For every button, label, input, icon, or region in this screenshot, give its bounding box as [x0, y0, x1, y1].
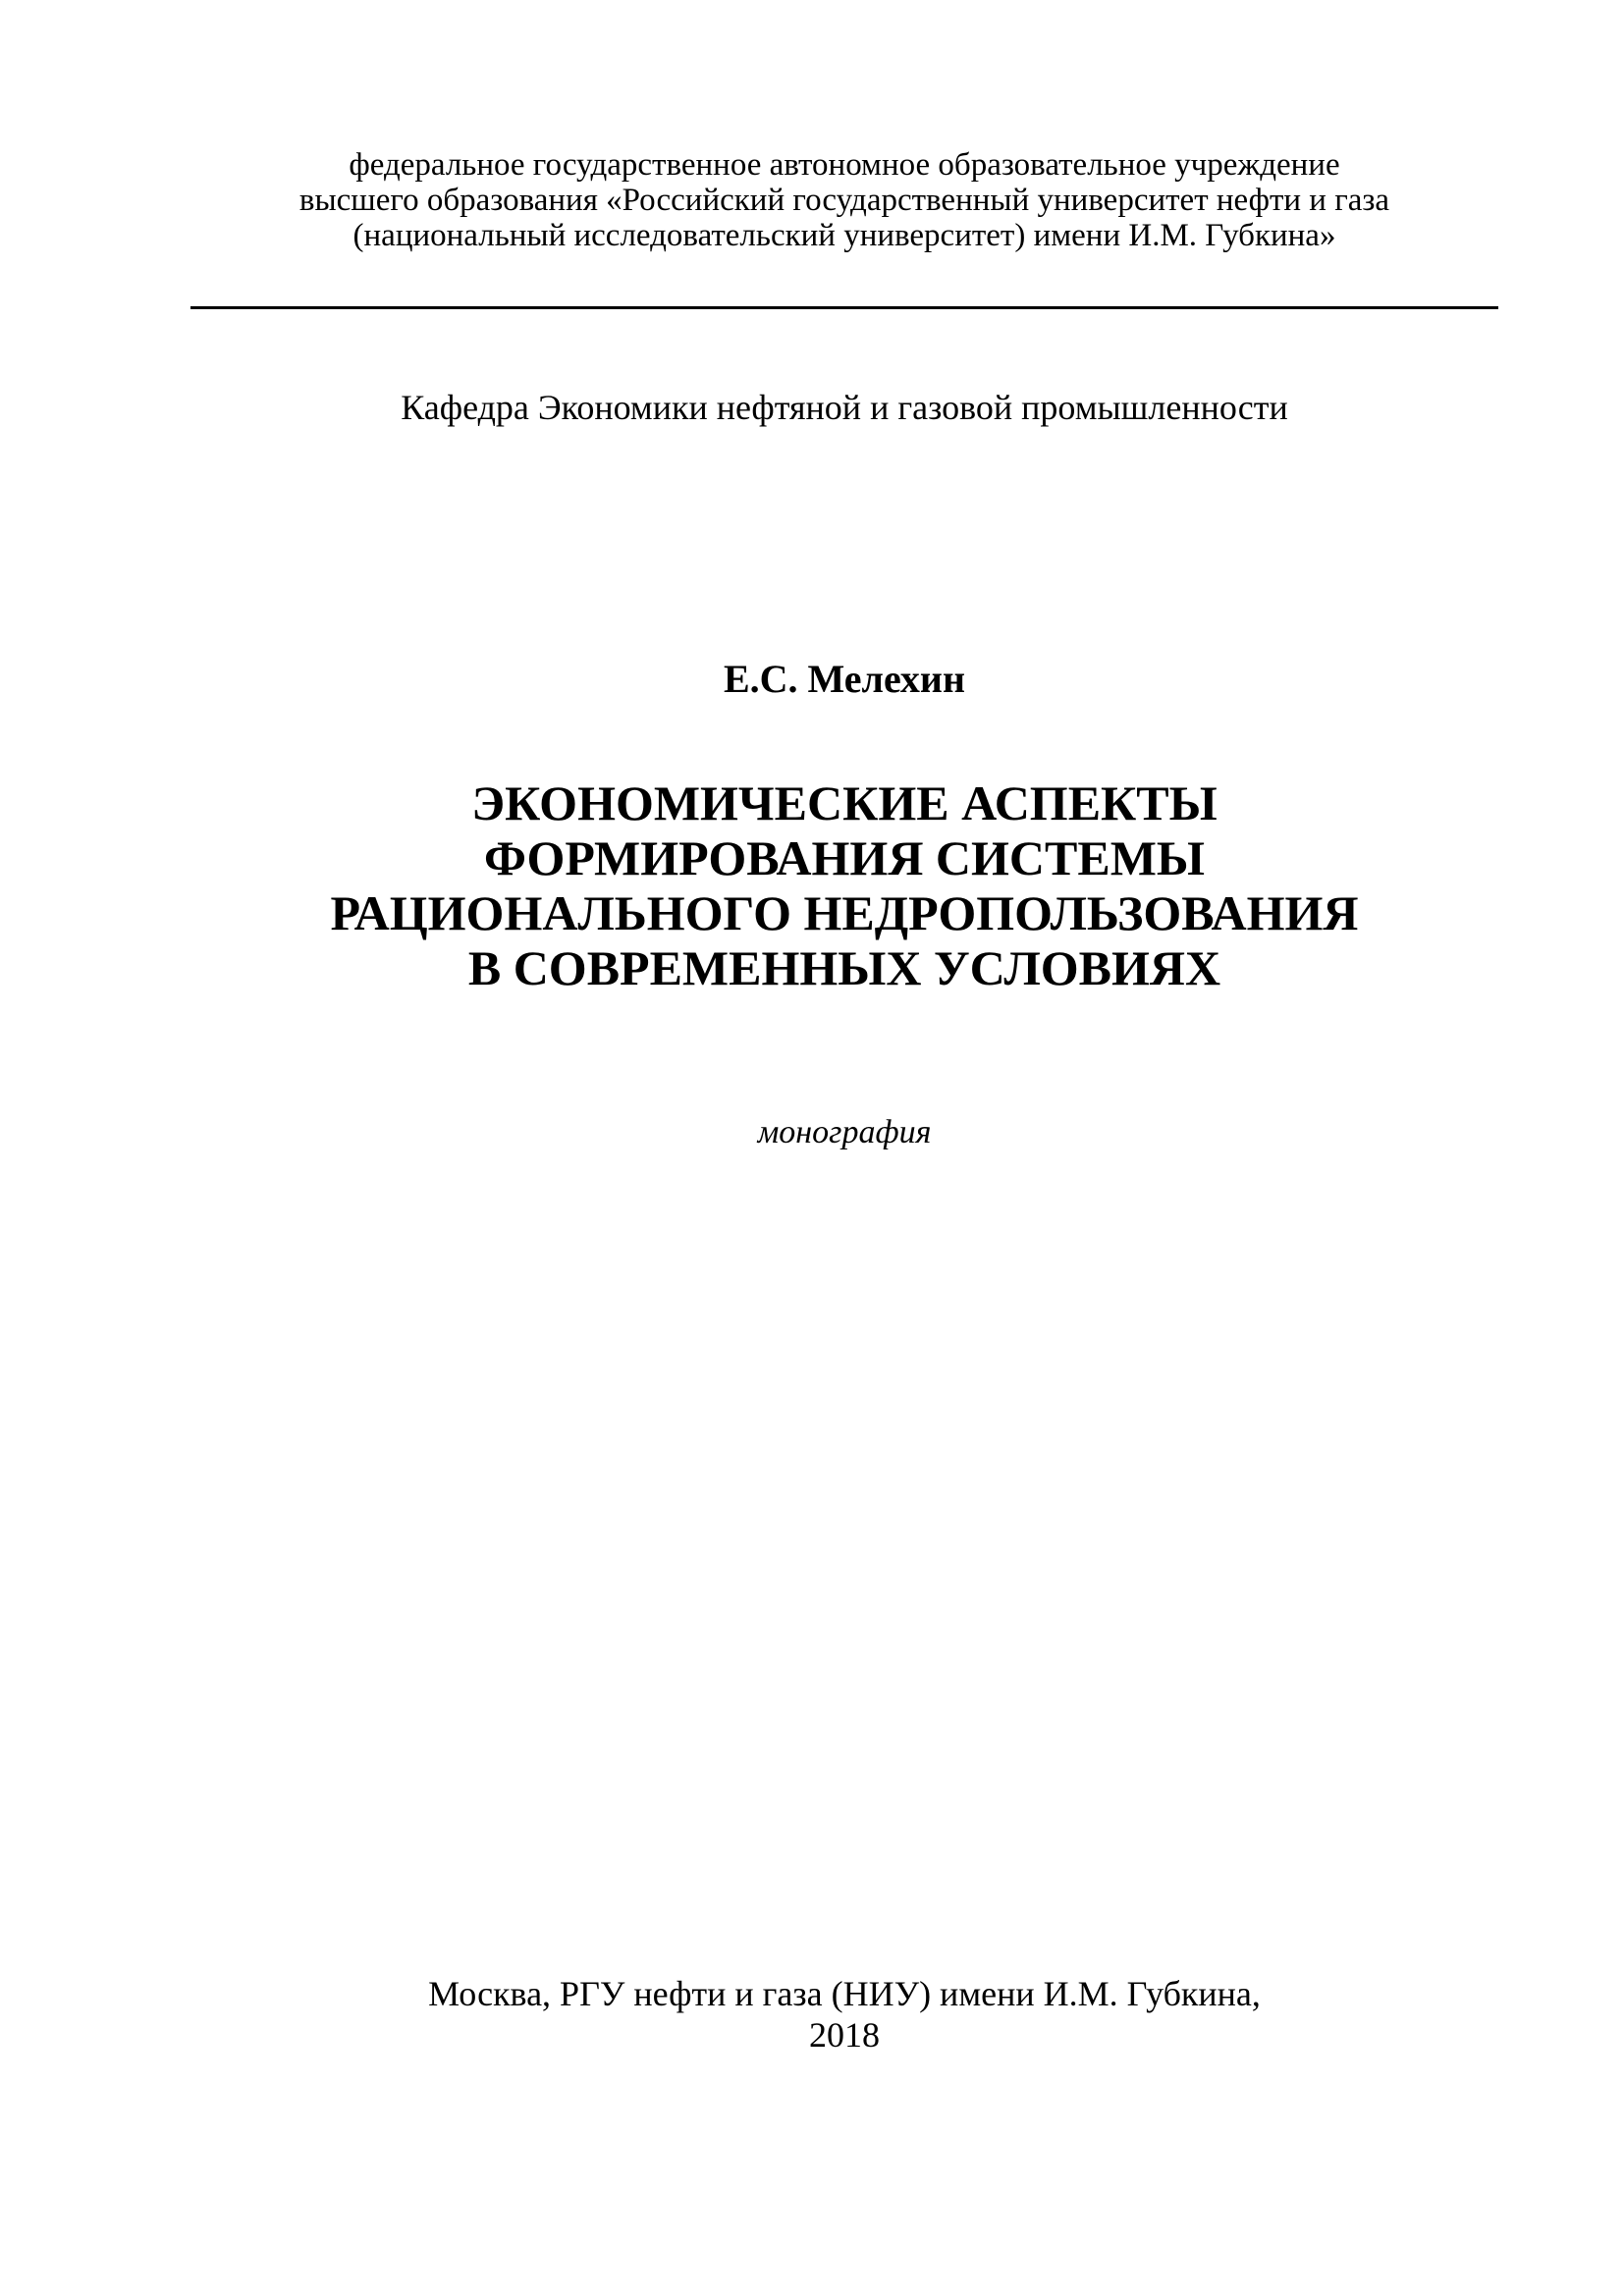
book-title — [0, 775, 1624, 995]
title-line-2: ФОРМИРОВАНИЯ СИСТЕМЫ — [483, 830, 1206, 885]
institution-line-1: федеральное государственное автономное образовательное учреждение — [349, 147, 1340, 183]
department-name: Кафедра Экономики нефтяной и газовой промышленности — [401, 388, 1288, 427]
author-name: Е.С. Мелехин — [723, 657, 966, 701]
institution-line-3: (национальный исследовательский университет) имени И.М. Губкина» — [352, 218, 1336, 253]
imprint-year: 2018 — [809, 2015, 880, 2055]
imprint-place-publisher: Москва, РГУ нефти и газа (НИУ) имени И.М. Губкина, — [428, 1974, 1261, 2013]
imprint — [0, 1973, 1624, 2056]
institution-header — [0, 147, 1624, 253]
institution-line-2: высшего образования «Российский государственный университет нефти и газа — [298, 183, 1390, 218]
header-divider — [190, 306, 1498, 309]
title-line-1: ЭКОНОМИЧЕСКИЕ АСПЕКТЫ — [471, 775, 1218, 830]
publication-genre: монография — [757, 1114, 932, 1150]
title-line-3: РАЦИОНАЛЬНОГО НЕДРОПОЛЬЗОВАНИЯ — [330, 885, 1359, 940]
title-line-4: В СОВРЕМЕННЫХ УСЛОВИЯХ — [467, 940, 1221, 995]
